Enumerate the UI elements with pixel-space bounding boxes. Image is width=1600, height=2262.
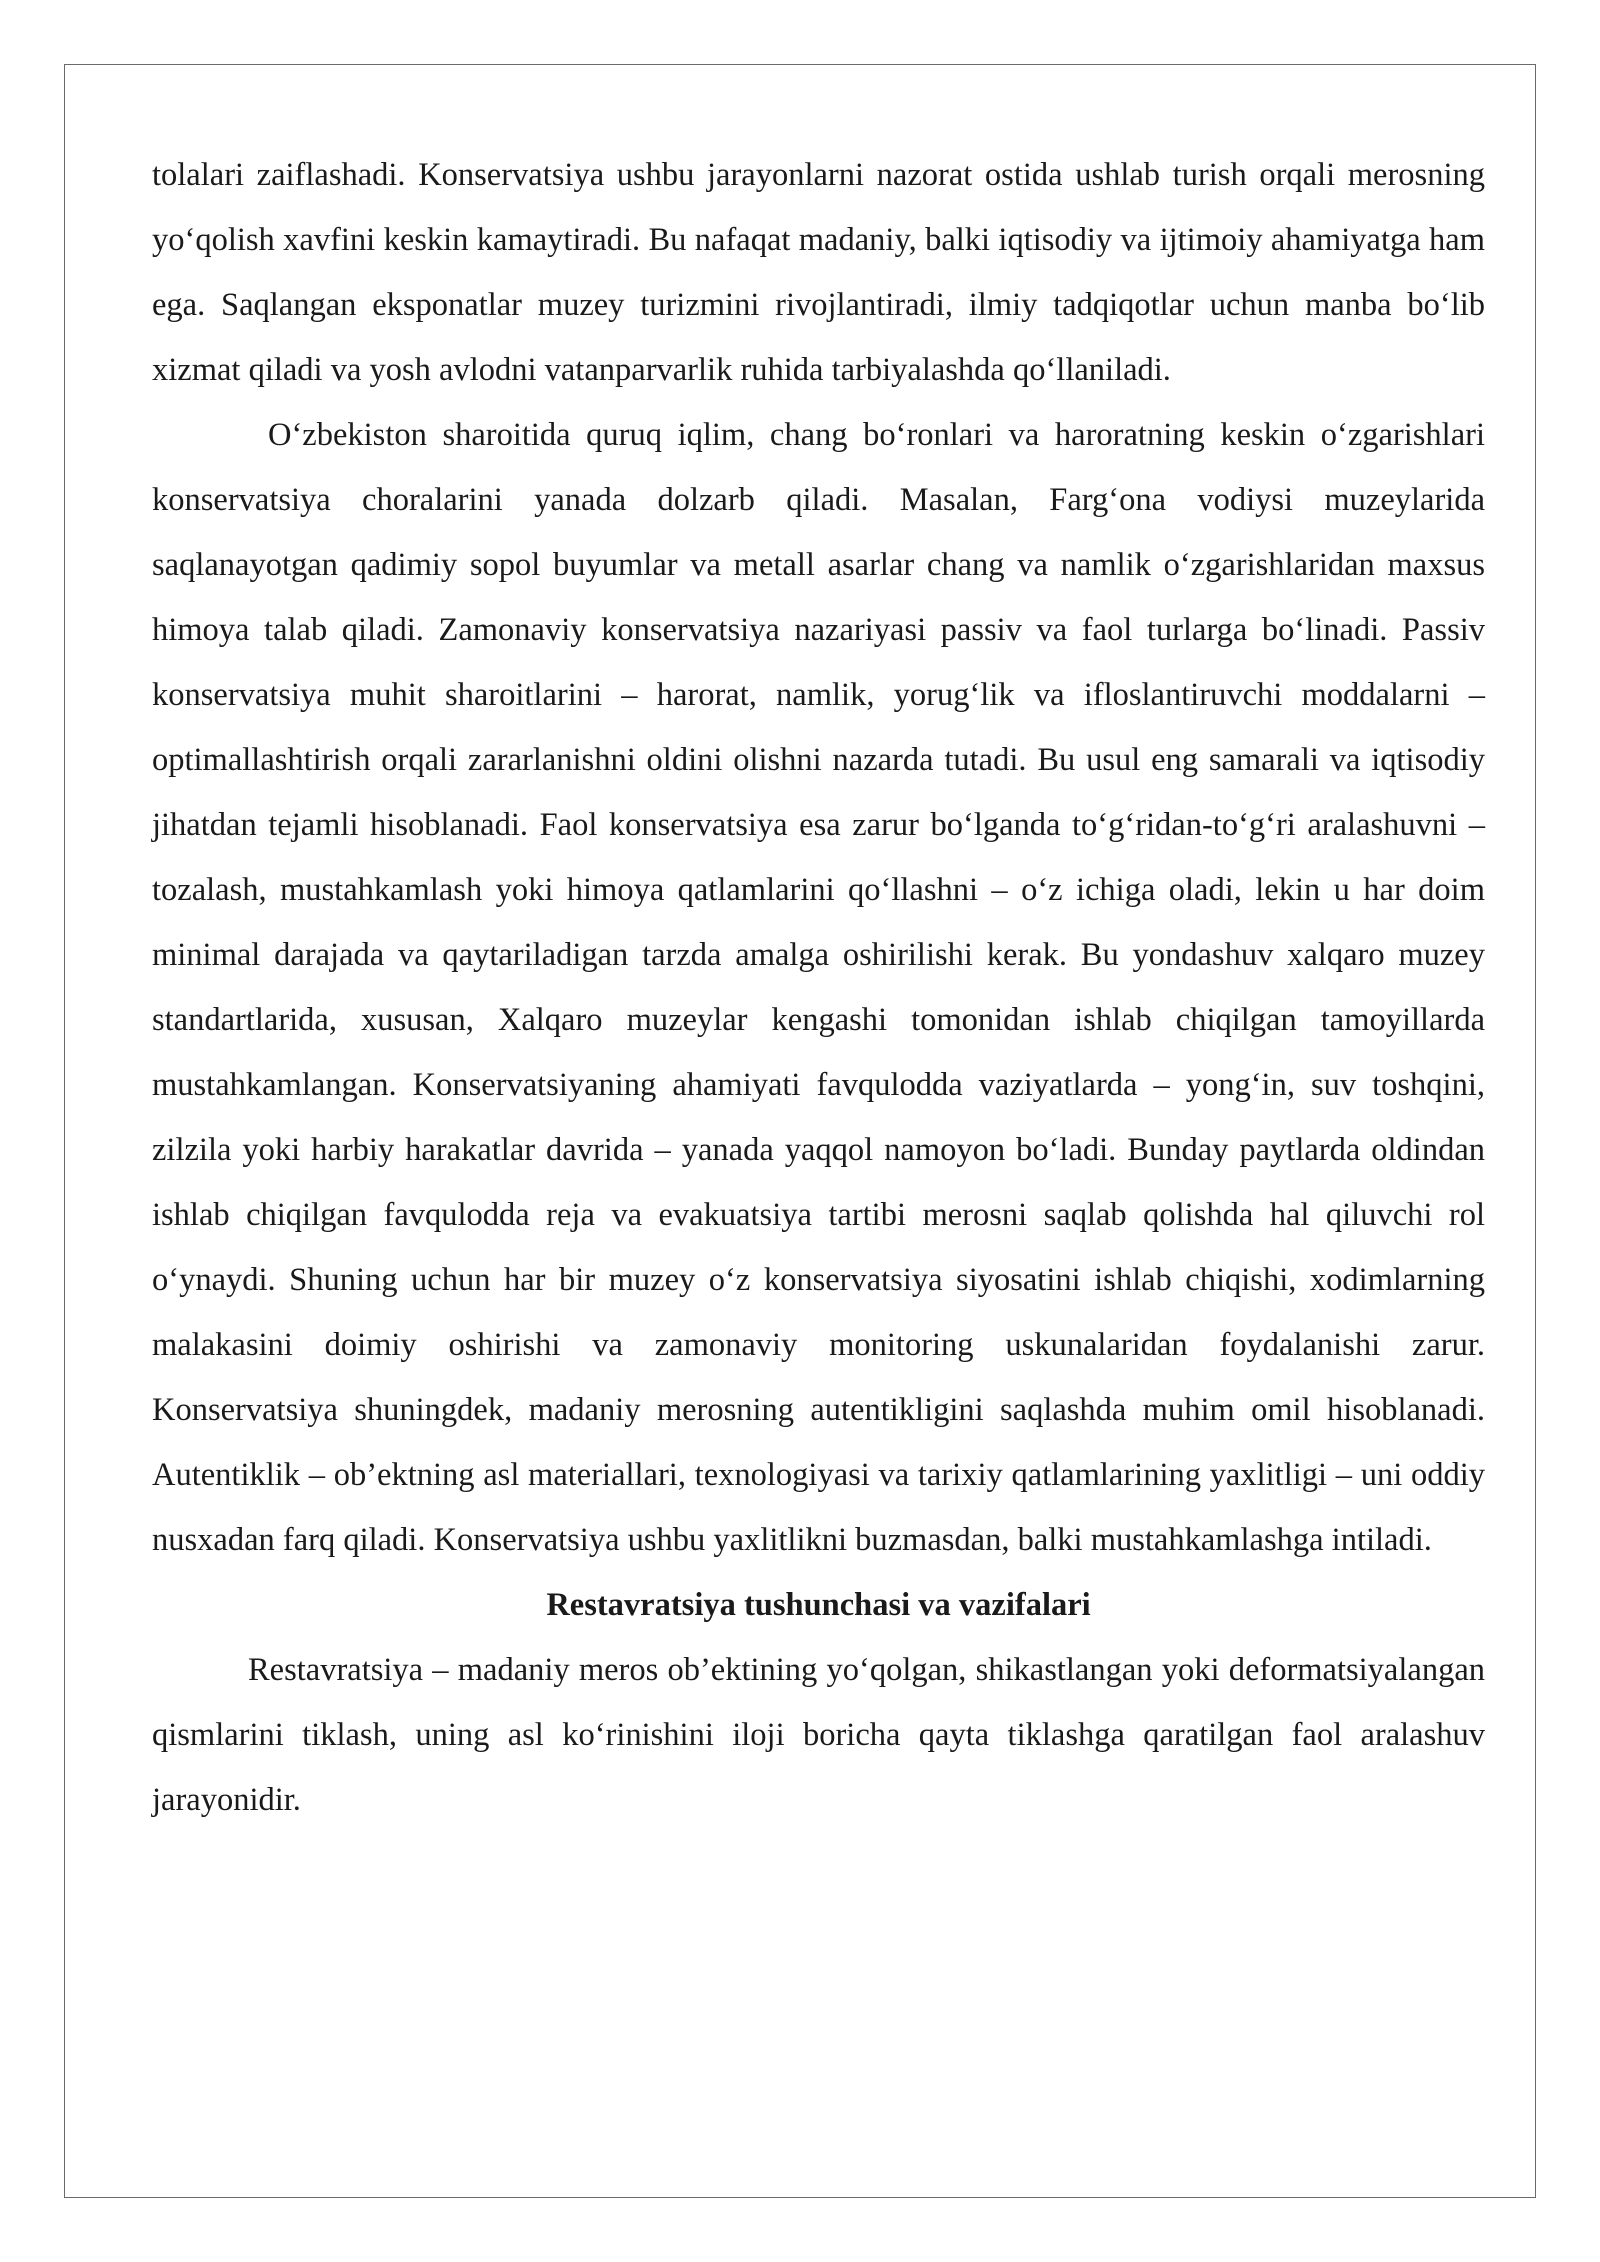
paragraph-uzbekistan-conditions: O‘zbekiston sharoitida quruq iqlim, chang bo‘ronlari va haroratning keskin o‘zgarishlari konservatsiya choralarini yanada dolzarb qiladi. Masalan, Farg‘ona vodiysi muzeylarida saqlanayotgan qadimiy sopol buyumlar va metall asarlar chang va namlik o‘zgarishlaridan maxsus himoya talab qiladi. Zamonaviy konservatsiya nazariyasi passiv va faol turlarga bo‘linadi. Passiv konservatsiya muhit sharoitlarini – harorat, namlik, yorug‘lik va ifloslantiruvchi moddalarni – optimallashtirish orqali zararlanishni oldini olishni nazarda tutadi. Bu usul eng samarali va iqtisodiy jihatdan tejamli hisoblanadi. Faol konservatsiya esa zarur bo‘lganda to‘g‘ridan-to‘g‘ri aralashuvni – tozalash, mustahkamlash yoki himoya qatlamlarini qo‘llashni – o‘z ichiga oladi, lekin u har doim minimal darajada va qaytariladigan tarzda amalga oshirilishi kerak. Bu yondashuv xalqaro muzey standartlarida, xususan, Xalqaro muzeylar kengashi tomonidan ishlab chiqilgan tamoyillarda mustahkamlangan. Konservatsiyaning ahamiyati favqulodda vaziyatlarda – yong‘in, suv toshqini, zilzila yoki harbiy harakatlar davrida – yanada yaqqol namoyon bo‘ladi. Bunday paytlarda oldindan ishlab chiqilgan favqulodda reja va evakuatsiya tartibi merosni saqlab qolishda hal qiluvchi rol o‘ynaydi. Shuning uchun har bir muzey o‘z konservatsiya siyosatini ishlab chiqishi, xodimlarning malakasini doimiy oshirishi va zamonaviy monitoring uskunalaridan foydalanishi zarur. Konservatsiya shuningdek, madaniy merosning autentikligini saqlashda muhim omil hisoblanadi. Autentiklik – ob’ektning asl materiallari, texnologiyasi va tarixiy qatlamlarining yaxlitligi – uni oddiy nusxadan farq qiladi. Konservatsiya ushbu yaxlitlikni buzmasdan, balki mustahkamlashga intiladi. bbox=[152, 417, 1485, 1558]
paragraph-restoration-definition: Restavratsiya – madaniy meros ob’ektining yo‘qolgan, shikastlangan yoki deformatsiyalangan qismlarini tiklash, uning asl ko‘rinishini iloji boricha qayta tiklashga qaratilgan faol aralashuv jarayonidir. bbox=[152, 1652, 1485, 1818]
document-body bbox=[152, 143, 1485, 1833]
section-heading: Restavratsiya tushunchasi va vazifalari bbox=[546, 1587, 1091, 1623]
paragraph-continuation: tolalari zaiflashadi. Konservatsiya ushbu jarayonlarni nazorat ostida ushlab turish orqali merosning yo‘qolish xavfini keskin kamaytiradi. Bu nafaqat madaniy, balki iqtisodiy va ijtimoiy ahamiyatga ham ega. Saqlangan eksponatlar muzey turizmini rivojlantiradi, ilmiy tadqiqotlar uchun manba bo‘lib xizmat qiladi va yosh avlodni vatanparvarlik ruhida tarbiyalashda qo‘llaniladi. bbox=[152, 157, 1485, 388]
